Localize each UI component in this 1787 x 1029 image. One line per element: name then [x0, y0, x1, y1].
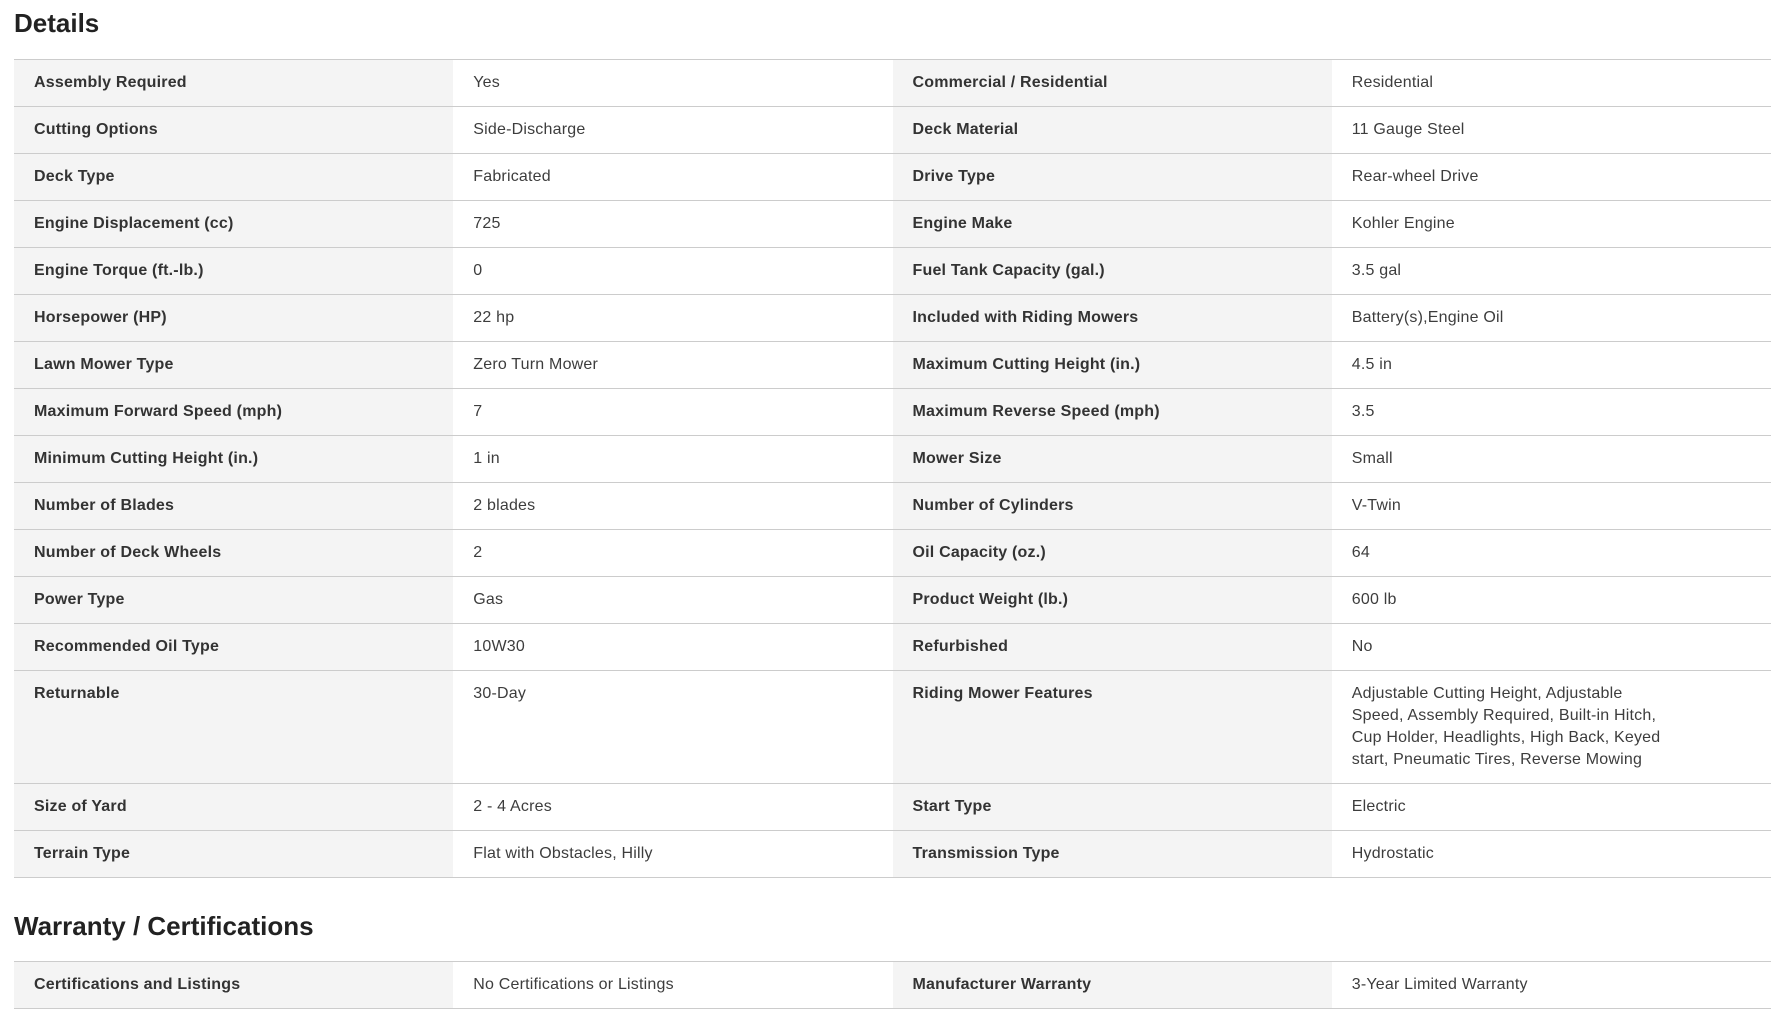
spec-value: Gas — [453, 577, 892, 624]
spec-label: Included with Riding Mowers — [893, 295, 1332, 342]
spec-value: Fabricated — [453, 154, 892, 201]
spec-value: 3.5 gal — [1332, 248, 1771, 295]
spec-label: Horsepower (HP) — [14, 295, 453, 342]
spec-label: Recommended Oil Type — [14, 624, 453, 671]
spec-value: 64 — [1332, 530, 1771, 577]
spec-row — [14, 831, 1771, 878]
spec-row — [14, 436, 1771, 483]
details-heading: Details — [14, 8, 100, 38]
spec-label: Number of Blades — [14, 483, 453, 530]
spec-value: 2 - 4 Acres — [453, 784, 892, 831]
spec-label: Refurbished — [893, 624, 1332, 671]
spec-value: Adjustable Cutting Height, Adjustable Speed, Assembly Required, Built-in Hitch, Cup Holder, Headlights, High Back, Keyed start, Pneumatic Tires, Reverse Mowing — [1332, 671, 1771, 784]
spec-label: Engine Make — [893, 201, 1332, 248]
spec-value: 3.5 — [1332, 389, 1771, 436]
spec-label: Engine Torque (ft.-lb.) — [14, 248, 453, 295]
spec-value: V-Twin — [1332, 483, 1771, 530]
spec-value: Zero Turn Mower — [453, 342, 892, 389]
spec-value: 3-Year Limited Warranty — [1332, 962, 1771, 1009]
spec-label: Number of Deck Wheels — [14, 530, 453, 577]
spec-value: 2 blades — [453, 483, 892, 530]
spec-label: Deck Material — [893, 107, 1332, 154]
spec-value: 0 — [453, 248, 892, 295]
spec-value: Kohler Engine — [1332, 201, 1771, 248]
spec-label: Maximum Forward Speed (mph) — [14, 389, 453, 436]
spec-row — [14, 389, 1771, 436]
spec-value: 30-Day — [453, 671, 892, 784]
spec-label: Engine Displacement (cc) — [14, 201, 453, 248]
warranty-heading: Warranty / Certifications — [14, 911, 314, 941]
spec-label: Cutting Options — [14, 107, 453, 154]
spec-label: Transmission Type — [893, 831, 1332, 878]
spec-label: Power Type — [14, 577, 453, 624]
spec-label: Terrain Type — [14, 831, 453, 878]
spec-row — [14, 624, 1771, 671]
spec-value: 7 — [453, 389, 892, 436]
spec-value: No Certifications or Listings — [453, 962, 892, 1009]
spec-row — [14, 577, 1771, 624]
spec-row — [14, 107, 1771, 154]
spec-value: Hydrostatic — [1332, 831, 1771, 878]
spec-value: Residential — [1332, 60, 1771, 107]
spec-label: Fuel Tank Capacity (gal.) — [893, 248, 1332, 295]
spec-value: 10W30 — [453, 624, 892, 671]
spec-row — [14, 483, 1771, 530]
spec-value: 22 hp — [453, 295, 892, 342]
spec-label: Maximum Reverse Speed (mph) — [893, 389, 1332, 436]
spec-label: Mower Size — [893, 436, 1332, 483]
spec-row — [14, 201, 1771, 248]
details-spec-table — [14, 59, 1771, 878]
spec-row — [14, 248, 1771, 295]
spec-value: Rear-wheel Drive — [1332, 154, 1771, 201]
spec-label: Drive Type — [893, 154, 1332, 201]
spec-row — [14, 60, 1771, 107]
spec-row — [14, 295, 1771, 342]
spec-value: 600 lb — [1332, 577, 1771, 624]
spec-value: 11 Gauge Steel — [1332, 107, 1771, 154]
spec-value: 4.5 in — [1332, 342, 1771, 389]
spec-value: Electric — [1332, 784, 1771, 831]
spec-value: Side-Discharge — [453, 107, 892, 154]
spec-label: Lawn Mower Type — [14, 342, 453, 389]
spec-value: 2 — [453, 530, 892, 577]
spec-label: Assembly Required — [14, 60, 453, 107]
spec-label: Maximum Cutting Height (in.) — [893, 342, 1332, 389]
spec-label: Minimum Cutting Height (in.) — [14, 436, 453, 483]
spec-row — [14, 671, 1771, 784]
spec-value: No — [1332, 624, 1771, 671]
spec-label: Returnable — [14, 671, 453, 784]
spec-label: Size of Yard — [14, 784, 453, 831]
spec-value: Yes — [453, 60, 892, 107]
spec-row — [14, 962, 1771, 1009]
spec-label: Deck Type — [14, 154, 453, 201]
spec-label: Riding Mower Features — [893, 671, 1332, 784]
spec-label: Start Type — [893, 784, 1332, 831]
spec-label: Commercial / Residential — [893, 60, 1332, 107]
spec-value: 1 in — [453, 436, 892, 483]
spec-value: Flat with Obstacles, Hilly — [453, 831, 892, 878]
spec-value: Battery(s),Engine Oil — [1332, 295, 1771, 342]
spec-row — [14, 530, 1771, 577]
spec-row — [14, 342, 1771, 389]
spec-label: Number of Cylinders — [893, 483, 1332, 530]
spec-row — [14, 784, 1771, 831]
spec-label: Certifications and Listings — [14, 962, 453, 1009]
spec-value: 725 — [453, 201, 892, 248]
spec-label: Oil Capacity (oz.) — [893, 530, 1332, 577]
warranty-spec-table — [14, 961, 1771, 1009]
spec-value: Small — [1332, 436, 1771, 483]
spec-label: Product Weight (lb.) — [893, 577, 1332, 624]
spec-label: Manufacturer Warranty — [893, 962, 1332, 1009]
spec-row — [14, 154, 1771, 201]
